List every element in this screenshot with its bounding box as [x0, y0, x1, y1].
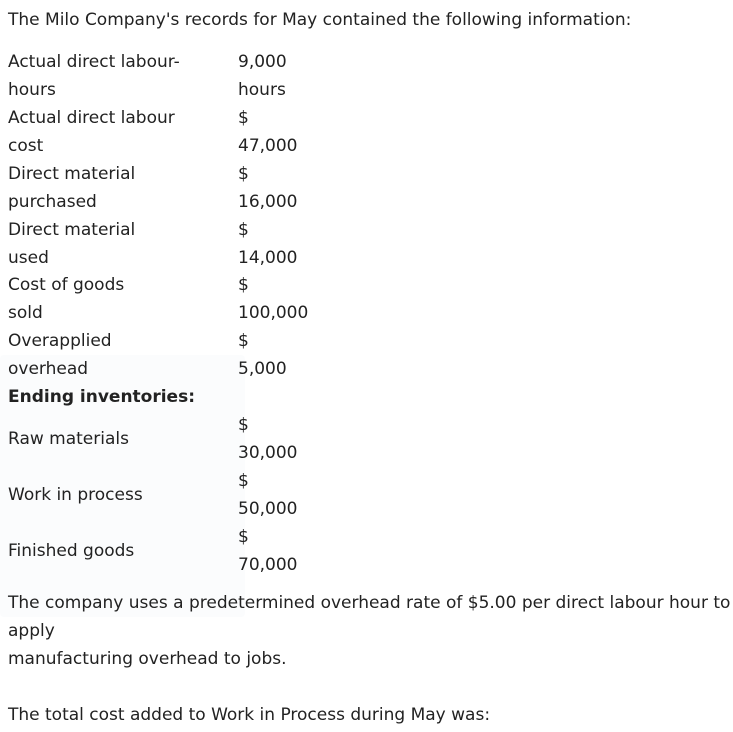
- row-value-line1: $: [238, 275, 249, 295]
- row-label-line2: hours: [8, 80, 56, 100]
- row-label-line2: purchased: [8, 192, 97, 212]
- row-label-line1: Direct material: [8, 164, 136, 184]
- row-value-line1: $: [238, 331, 249, 351]
- row-label-line1: Actual direct labour-: [8, 52, 180, 72]
- row-value-line2: 16,000: [238, 192, 298, 212]
- row-label-line1: Direct material: [8, 220, 136, 240]
- row-value-line2: 47,000: [238, 136, 298, 156]
- ending-row-value-line2: 70,000: [238, 555, 298, 575]
- row-value-line1: 9,000: [238, 52, 287, 72]
- row-label-line2: sold: [8, 303, 43, 323]
- row-value-line2: 14,000: [238, 248, 298, 268]
- row-label-line1: Cost of goods: [8, 275, 125, 295]
- ending-row-value-line1: $: [238, 415, 249, 435]
- row-label-line2: used: [8, 248, 49, 268]
- question-text: The total cost added to Work in Process during May was:: [8, 705, 491, 725]
- paragraph-line: apply: [8, 621, 55, 641]
- row-value-line2: 5,000: [238, 359, 287, 379]
- row-label-line2: cost: [8, 136, 44, 156]
- intro-text: The Milo Company's records for May contained the following information:: [8, 10, 632, 30]
- ending-row-value-line2: 30,000: [238, 443, 298, 463]
- ending-row-label: Raw materials: [8, 429, 129, 449]
- row-value-line1: $: [238, 164, 249, 184]
- row-label-line1: Actual direct labour: [8, 108, 175, 128]
- paragraph-line: The company uses a predetermined overhead rate of $5.00 per direct labour hour to: [8, 593, 731, 613]
- ending-row-label: Finished goods: [8, 541, 135, 561]
- ending-inventories-heading: Ending inventories:: [8, 387, 196, 407]
- ending-row-label: Work in process: [8, 485, 143, 505]
- row-label-line2: overhead: [8, 359, 89, 379]
- row-value-line2: 100,000: [238, 303, 309, 323]
- paragraph-line: manufacturing overhead to jobs.: [8, 649, 287, 669]
- row-value-line1: $: [238, 220, 249, 240]
- ending-row-value-line1: $: [238, 527, 249, 547]
- ending-row-value-line1: $: [238, 471, 249, 491]
- row-value-line1: $: [238, 108, 249, 128]
- row-value-line2: hours: [238, 80, 286, 100]
- row-label-line1: Overapplied: [8, 331, 112, 351]
- ending-row-value-line2: 50,000: [238, 499, 298, 519]
